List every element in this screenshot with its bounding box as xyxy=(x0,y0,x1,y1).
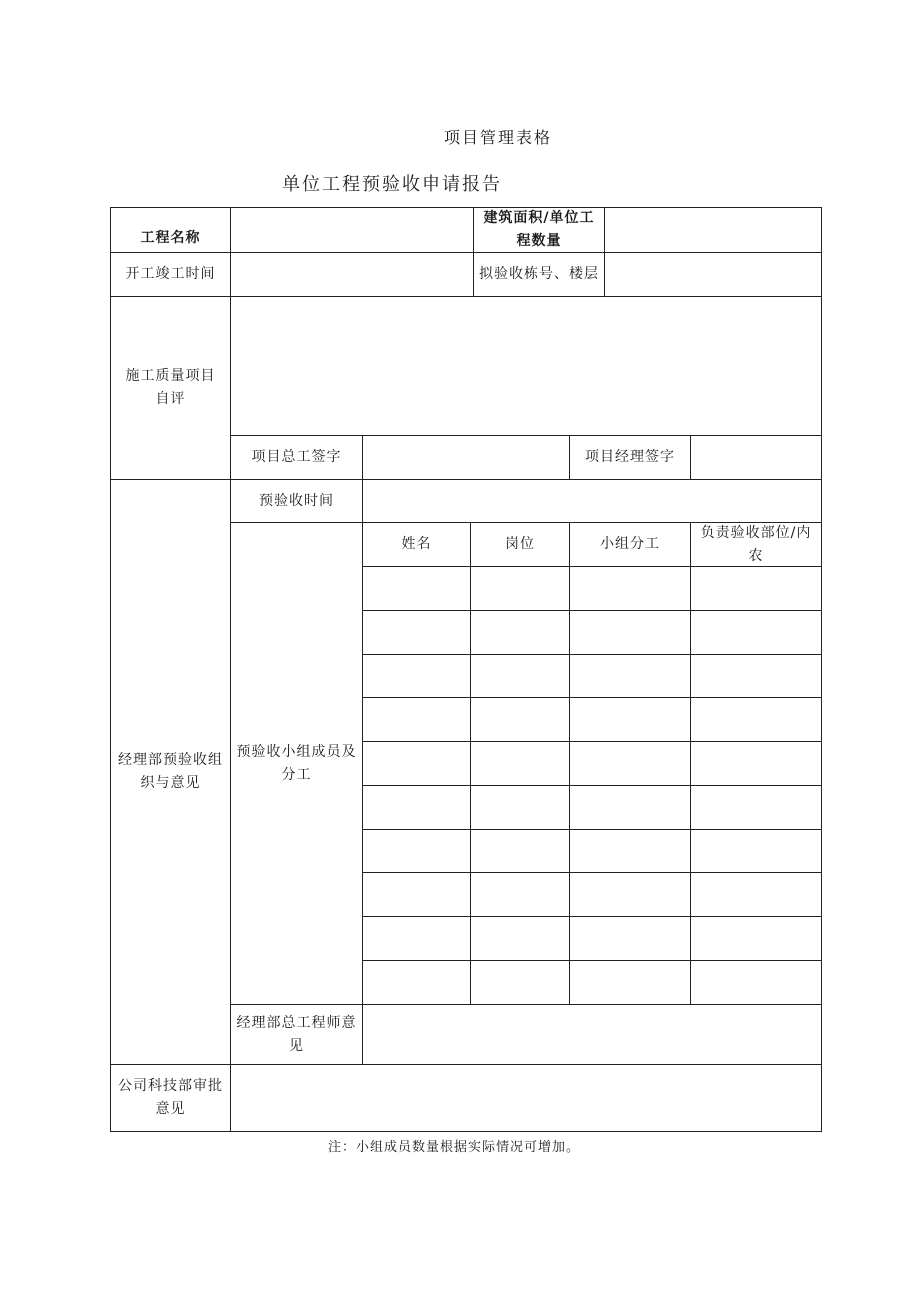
page-header: 项目管理表格 xyxy=(443,128,552,147)
team-col-division: 小组分工 xyxy=(600,536,660,552)
team-member-position-cell[interactable] xyxy=(471,917,569,960)
team-member-position-cell[interactable] xyxy=(471,786,569,829)
team-member-name-cell[interactable] xyxy=(363,567,470,610)
dept-org-label: 经理部预验收组织与意见 xyxy=(118,752,223,791)
team-member-name-cell[interactable] xyxy=(363,742,470,785)
team-member-division-cell[interactable] xyxy=(570,786,690,829)
project-name-field[interactable] xyxy=(231,208,473,252)
team-member-position-cell[interactable] xyxy=(471,961,569,1004)
team-label: 预验收小组成员及分工 xyxy=(236,743,357,783)
self-eval-label: 施工质量项目自评 xyxy=(125,368,216,407)
team-member-division-cell[interactable] xyxy=(570,567,690,610)
team-member-position-cell[interactable] xyxy=(471,611,569,654)
team-member-responsibility-cell[interactable] xyxy=(691,698,821,741)
building-floor-field[interactable] xyxy=(605,253,821,296)
team-col-position: 岗位 xyxy=(505,536,535,552)
team-member-position-cell[interactable] xyxy=(471,873,569,916)
team-member-position-cell[interactable] xyxy=(471,698,569,741)
team-member-position-cell[interactable] xyxy=(471,830,569,873)
team-member-position-cell[interactable] xyxy=(471,567,569,610)
chief-engineer-sign-field[interactable] xyxy=(363,436,569,479)
table-border-bottom xyxy=(110,1131,822,1132)
team-member-responsibility-cell[interactable] xyxy=(691,873,821,916)
team-member-name-cell[interactable] xyxy=(363,873,470,916)
team-member-division-cell[interactable] xyxy=(570,873,690,916)
team-member-division-cell[interactable] xyxy=(570,961,690,1004)
team-member-name-cell[interactable] xyxy=(363,611,470,654)
team-col-responsibility: 负责验收部位/内农 xyxy=(700,524,812,564)
team-member-division-cell[interactable] xyxy=(570,830,690,873)
footnote: 注：小组成员数量根据实际情况可增加。 xyxy=(328,1140,581,1155)
team-col-name: 姓名 xyxy=(401,536,432,552)
team-member-responsibility-cell[interactable] xyxy=(691,830,821,873)
start-end-time-label: 开工竣工时间 xyxy=(125,266,216,282)
table-border-right xyxy=(821,207,822,1132)
manager-sign-field[interactable] xyxy=(691,436,821,479)
pre-acceptance-time-label: 预验收时间 xyxy=(259,492,334,509)
pre-acceptance-time-field[interactable] xyxy=(363,480,821,522)
chief-engineer-sign-label: 项目总工签字 xyxy=(251,449,342,465)
team-member-name-cell[interactable] xyxy=(363,830,470,873)
area-label: 建筑面积/单位工程数量 xyxy=(483,210,595,249)
team-member-responsibility-cell[interactable] xyxy=(691,655,821,698)
team-member-responsibility-cell[interactable] xyxy=(691,611,821,654)
chief-engineer-opinion-field[interactable] xyxy=(363,1005,821,1064)
tech-dept-field[interactable] xyxy=(231,1065,821,1131)
team-member-responsibility-cell[interactable] xyxy=(691,567,821,610)
form-title: 单位工程预验收申请报告 xyxy=(282,174,502,195)
team-member-responsibility-cell[interactable] xyxy=(691,742,821,785)
team-member-division-cell[interactable] xyxy=(570,655,690,698)
manager-sign-label: 项目经理签字 xyxy=(585,449,675,465)
self-eval-field[interactable] xyxy=(231,297,821,435)
team-member-position-cell[interactable] xyxy=(471,742,569,785)
team-member-division-cell[interactable] xyxy=(570,917,690,960)
area-field[interactable] xyxy=(605,208,821,252)
team-member-division-cell[interactable] xyxy=(570,611,690,654)
team-member-name-cell[interactable] xyxy=(363,698,470,741)
building-floor-label: 拟验收栋号、楼层 xyxy=(479,266,599,282)
team-member-division-cell[interactable] xyxy=(570,742,690,785)
start-end-time-field[interactable] xyxy=(231,253,473,296)
chief-engineer-opinion-label: 经理部总工程师意见 xyxy=(236,1014,357,1054)
team-member-name-cell[interactable] xyxy=(363,961,470,1004)
team-member-responsibility-cell[interactable] xyxy=(691,961,821,1004)
team-member-name-cell[interactable] xyxy=(363,786,470,829)
tech-dept-label: 公司科技部审批意见 xyxy=(118,1078,223,1117)
team-member-responsibility-cell[interactable] xyxy=(691,786,821,829)
team-member-name-cell[interactable] xyxy=(363,655,470,698)
team-member-responsibility-cell[interactable] xyxy=(691,917,821,960)
team-member-name-cell[interactable] xyxy=(363,917,470,960)
project-name-label: 工程名称 xyxy=(140,230,201,246)
team-member-position-cell[interactable] xyxy=(471,655,569,698)
team-member-division-cell[interactable] xyxy=(570,698,690,741)
